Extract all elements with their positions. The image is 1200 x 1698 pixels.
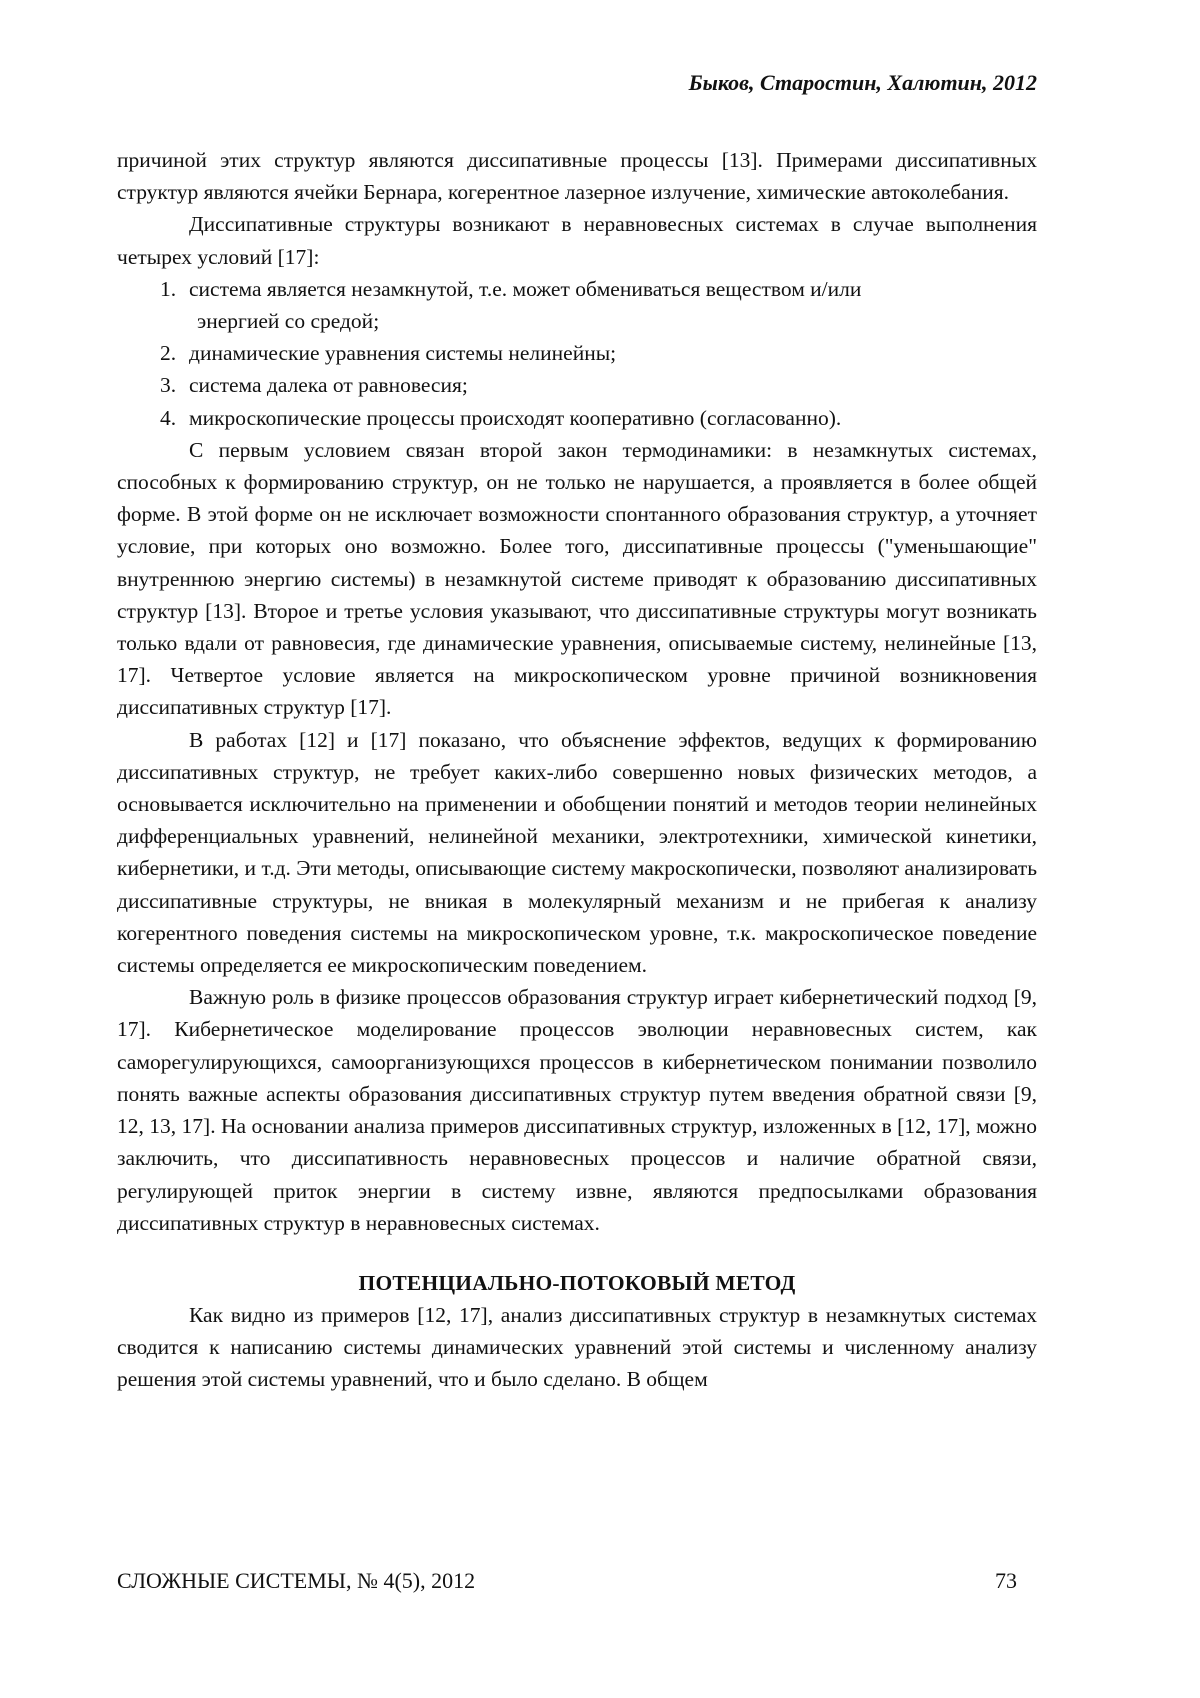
list-item-number: 4.: [160, 402, 176, 434]
list-item-continuation: энергией со средой;: [189, 305, 1037, 337]
paragraph-5: Важную роль в физике процессов образования структур играет кибернетический подход [9, 17]. Кибернетическое моделирование процессов эволюции неравновесных систем, как саморегулирующихся, самоорганизующихся процессов в кибернетическом понимании позволило понять важные аспекты образования диссипативных структур путем введения обратной связи [9, 12, 13, 17]. На основании анализа примеров диссипативных структур, изложенных в [12, 17], можно заключить, что диссипативность неравновесных процессов и наличие обратной связи, регулирующей приток энергии в систему извне, являются предпосылками образования диссипативных структур в неравновесных системах.: [117, 981, 1037, 1239]
list-item: [117, 402, 1037, 434]
paragraph-1: причиной этих структур являются диссипативные процессы [13]. Примерами диссипативных структур являются ячейки Бернара, когерентное лазерное излучение, химические автоколебания.: [117, 144, 1037, 208]
list-item-number: 2.: [160, 337, 176, 369]
paragraph-3: С первым условием связан второй закон термодинамики: в незамкнутых системах, способных к формированию структур, он не только не нарушается, а проявляется в более общей форме. В этой форме он не исключает возможности спонтанного образования структур, а уточняет условие, при которых оно возможно. Более того, диссипативные процессы ("уменьшающие" внутреннюю энергию системы) в незамкнутой системе приводят к образованию диссипативных структур [13]. Второе и третье условия указывают, что диссипативные структуры могут возникать только вдали от равновесия, где динамические уравнения, описываемые систему, нелинейные [13, 17]. Четвертое условие является на микроскопическом уровне причиной возникновения диссипативных структур [17].: [117, 434, 1037, 724]
list-item: [117, 337, 1037, 369]
list-item: [117, 369, 1037, 401]
document-page: [0, 0, 1200, 1698]
body-text: [117, 144, 1037, 1396]
page-number: 73: [995, 1568, 1017, 1594]
paragraph-4: В работах [12] и [17] показано, что объяснение эффектов, ведущих к формированию диссипативных структур, не требует каких-либо совершенно новых физических методов, а основывается исключительно на применении и обобщении понятий и методов теории нелинейных дифференциальных уравнений, нелинейной механики, электротехники, химической кинетики, кибернетики, и т.д. Эти методы, описывающие систему макроскопически, позволяют анализировать диссипативные структуры, не вникая в молекулярный механизм и не прибегая к анализу когерентного поведения системы на микроскопическом уровне, т.к. макроскопическое поведение системы определяется ее микроскопическим поведением.: [117, 724, 1037, 982]
running-header-authors: Быков, Старостин, Халютин, 2012: [689, 70, 1037, 96]
list-item: [117, 273, 1037, 337]
conditions-list: [117, 273, 1037, 434]
list-item-text: динамические уравнения системы нелинейны;: [189, 341, 616, 365]
list-item-number: 3.: [160, 369, 176, 401]
paragraph-2: Диссипативные структуры возникают в неравновесных системах в случае выполнения четырех условий [17]:: [117, 208, 1037, 272]
list-item-text: система далека от равновесия;: [189, 373, 468, 397]
footer-journal-title: СЛОЖНЫЕ СИСТЕМЫ, № 4(5), 2012: [117, 1568, 475, 1594]
section-heading: ПОТЕНЦИАЛЬНО-ПОТОКОВЫЙ МЕТОД: [117, 1267, 1037, 1299]
list-item-text: микроскопические процессы происходят кооперативно (согласованно).: [189, 406, 841, 430]
list-item-text: система является незамкнутой, т.е. может обмениваться веществом и/или: [189, 277, 861, 301]
paragraph-6: Как видно из примеров [12, 17], анализ диссипативных структур в незамкнутых системах сводится к написанию системы динамических уравнений этой системы и численному анализу решения этой системы уравнений, что и было сделано. В общем: [117, 1299, 1037, 1396]
list-item-number: 1.: [160, 273, 176, 305]
